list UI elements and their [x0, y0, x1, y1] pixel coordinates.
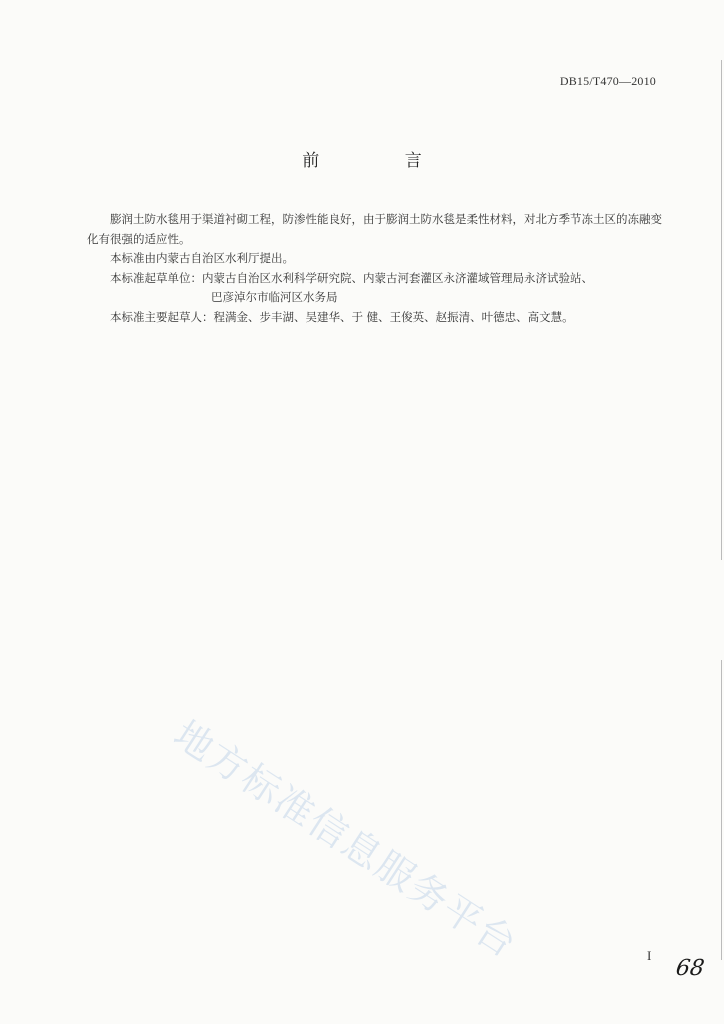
watermark: 地方标准信息服务平台	[166, 711, 526, 967]
foreword-body	[87, 210, 662, 327]
handwritten-page-mark: 68	[674, 956, 706, 981]
standard-code: DB15/T470—2010	[559, 74, 656, 88]
page-title: 前 言	[302, 151, 462, 171]
scan-edge-line-bottom	[721, 660, 722, 960]
paragraph-drafters: 本标准主要起草人：程满金、步丰湖、吴建华、于 健、王俊英、赵振清、叶德忠、高文慧。	[110, 309, 574, 324]
paragraph-drafting-units: 本标准起草单位：内蒙古自治区水利科学研究院、内蒙古河套灌区永济灌域管理局永济试验站、	[110, 270, 593, 285]
paragraph-intro: 膨润土防水毯用于渠道衬砌工程，防渗性能良好，由于膨润土防水毯是柔性材料，对北方季节冻土区的冻融变化有很强的适应性。	[87, 212, 662, 246]
paragraph-proposer: 本标准由内蒙古自治区水利厅提出。	[110, 251, 294, 265]
paragraph-drafting-units-continued: 巴彦淖尔市临河区水务局	[211, 290, 338, 304]
page-number: I	[647, 948, 652, 963]
scan-edge-line-top	[721, 60, 722, 560]
